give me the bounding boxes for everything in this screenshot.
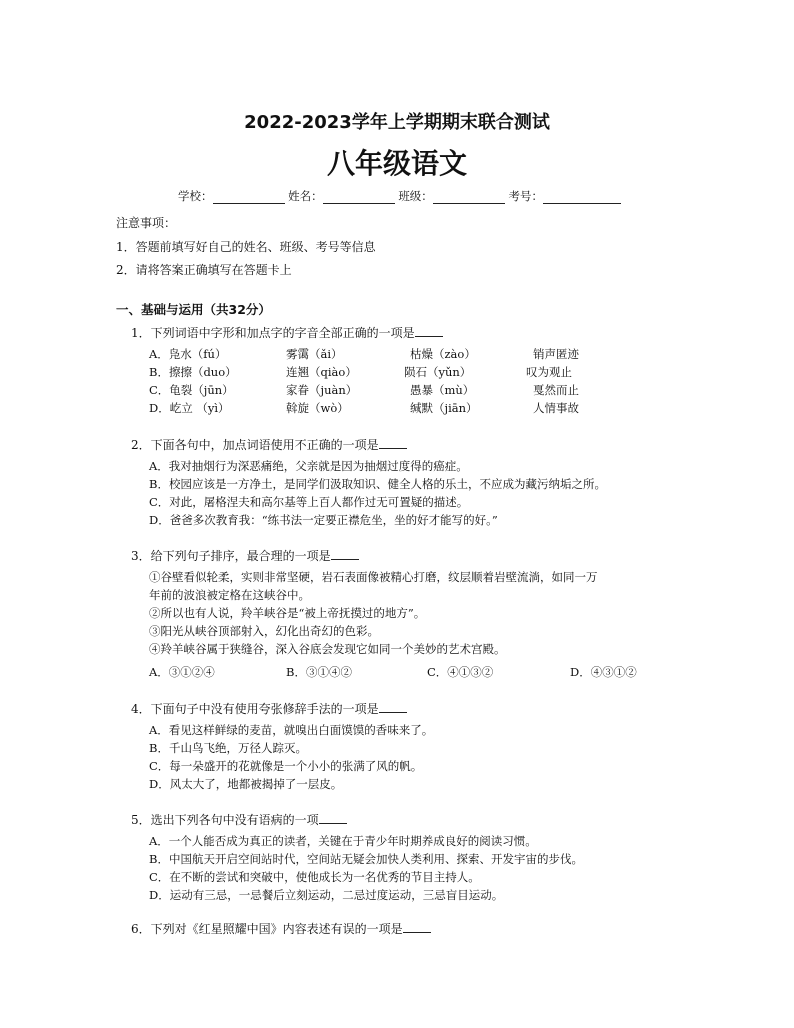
q1-c-word4: 戛然而止 (533, 383, 579, 397)
q2-option-b[interactable]: B．校园应该是一方净土，是同学们汲取知识、健全人格的乐土，不应成为藏污纳垢之所。 (149, 477, 606, 491)
q4-option-d[interactable]: D．风太大了，地都被揭掉了一层皮。 (149, 777, 343, 791)
question-2-stem: 2．下面各句中，加点词语使用不正确的一项是 (131, 436, 407, 453)
q3-option-b[interactable]: B．③①④② (286, 665, 352, 679)
q1-a-word4: 销声匿迹 (533, 347, 579, 361)
class-blank[interactable] (433, 191, 505, 204)
q5-option-a[interactable]: A．一个人能否成为真正的读者，关键在于青少年时期养成良好的阅读习惯。 (149, 834, 537, 848)
q1-c-word2: 家眷（juàn） (286, 383, 358, 397)
q1-a-word2: 雾霭（ǎi） (286, 347, 343, 361)
school-blank[interactable] (213, 191, 285, 204)
q1-option-a[interactable]: A．凫水（fú） (149, 347, 227, 361)
q2-option-a[interactable]: A．我对抽烟行为深恶痛绝，父亲就是因为抽烟过度得的癌症。 (149, 459, 468, 473)
q1-option-b[interactable]: B．擦擦（duo） (149, 365, 237, 379)
q1-b-word2: 连翘（qiào） (286, 365, 357, 379)
q1-d-word2: 斡旋（wò） (286, 401, 349, 415)
q3-option-c[interactable]: C．④①③② (427, 665, 494, 679)
q5-option-b[interactable]: B．中国航天开启空间站时代，空间站无疑会加快人类利用、探索、开发宇宙的步伐。 (149, 852, 583, 866)
question-1-stem: 1．下列词语中字形和加点字的字音全部正确的一项是 (131, 324, 443, 341)
exam-number-label: 考号： (508, 189, 543, 203)
exam-number-blank[interactable] (543, 191, 621, 204)
exam-title: 2022-2023学年上学期期末联合测试 (244, 112, 550, 133)
q1-c-word3: 愚暴（mù） (410, 383, 475, 397)
q3-option-a[interactable]: A．③①②④ (149, 665, 215, 679)
q1-option-d[interactable]: D．屹立 （yì） (149, 401, 230, 415)
question-4-stem: 4．下面句子中没有使用夸张修辞手法的一项是 (131, 700, 407, 717)
subject-title: 八年级语文 (326, 147, 467, 180)
note-item: 2．请将答案正确填写在答题卡上 (116, 263, 292, 277)
q5-option-d[interactable]: D．运动有三忌，一忌餐后立刻运动，二忌过度运动，三忌盲目运动。 (149, 888, 504, 902)
school-label: 学校： (178, 189, 213, 203)
q1-b-word3: 陨石（yǔn） (404, 365, 472, 379)
q1-b-word4: 叹为观止 (526, 365, 572, 379)
q3-option-d[interactable]: D．④③①② (570, 665, 637, 679)
name-blank[interactable] (323, 191, 395, 204)
student-info-line (178, 188, 621, 204)
q2-option-d[interactable]: D．爸爸多次教育我：“练书法一定要正襟危坐，坐的好才能写的好。” (149, 513, 498, 527)
section-heading: 一、基础与运用（共32分） (116, 302, 271, 317)
q1-a-word3: 枯燥（zào） (410, 347, 476, 361)
class-label: 班级： (398, 189, 433, 203)
question-5-stem: 5．选出下列各句中没有语病的一项 (131, 811, 347, 828)
name-label: 姓名： (288, 189, 323, 203)
notes-heading: 注意事项： (116, 216, 177, 230)
q3-sentence: ③阳光从峡谷顶部射入，幻化出奇幻的色彩。 (149, 624, 379, 638)
q1-d-word3: 缄默（jiān） (410, 401, 478, 415)
q3-sentence: ④羚羊峡谷属于狭缝谷，深入谷底会发现它如同一个美妙的艺术宫殿。 (149, 642, 506, 656)
q4-option-a[interactable]: A．看见这样鲜绿的麦苗，就嗅出白面馍馍的香味来了。 (149, 723, 434, 737)
q1-d-word4: 人情事故 (533, 401, 579, 415)
question-3-stem: 3．给下列句子排序，最合理的一项是 (131, 547, 359, 564)
note-item: 1．答题前填写好自己的姓名、班级、考号等信息 (116, 240, 376, 254)
q3-sentence: 年前的波浪被定格在这峡谷中。 (149, 588, 310, 602)
q2-option-c[interactable]: C．对此，屠格涅夫和高尔基等上百人都作过无可置疑的描述。 (149, 495, 469, 509)
q4-option-c[interactable]: C．每一朵盛开的花就像是一个小小的张满了风的帆。 (149, 759, 423, 773)
q3-sentence: ①谷壁看似轮柔，实则非常坚硬，岩石表面像被精心打磨，纹层顺着岩壁流淌，如同一万 (149, 570, 598, 584)
question-6-stem: 6．下列对《红星照耀中国》内容表述有误的一项是 (131, 920, 431, 937)
q4-option-b[interactable]: B．千山鸟飞绝，万径人踪灭。 (149, 741, 307, 755)
q1-option-c[interactable]: C．龟裂（jūn） (149, 383, 234, 397)
q5-option-c[interactable]: C．在不断的尝试和突破中，使他成长为一名优秀的节目主持人。 (149, 870, 480, 884)
q3-sentence: ②所以也有人说，羚羊峡谷是“被上帝抚摸过的地方”。 (149, 606, 426, 620)
